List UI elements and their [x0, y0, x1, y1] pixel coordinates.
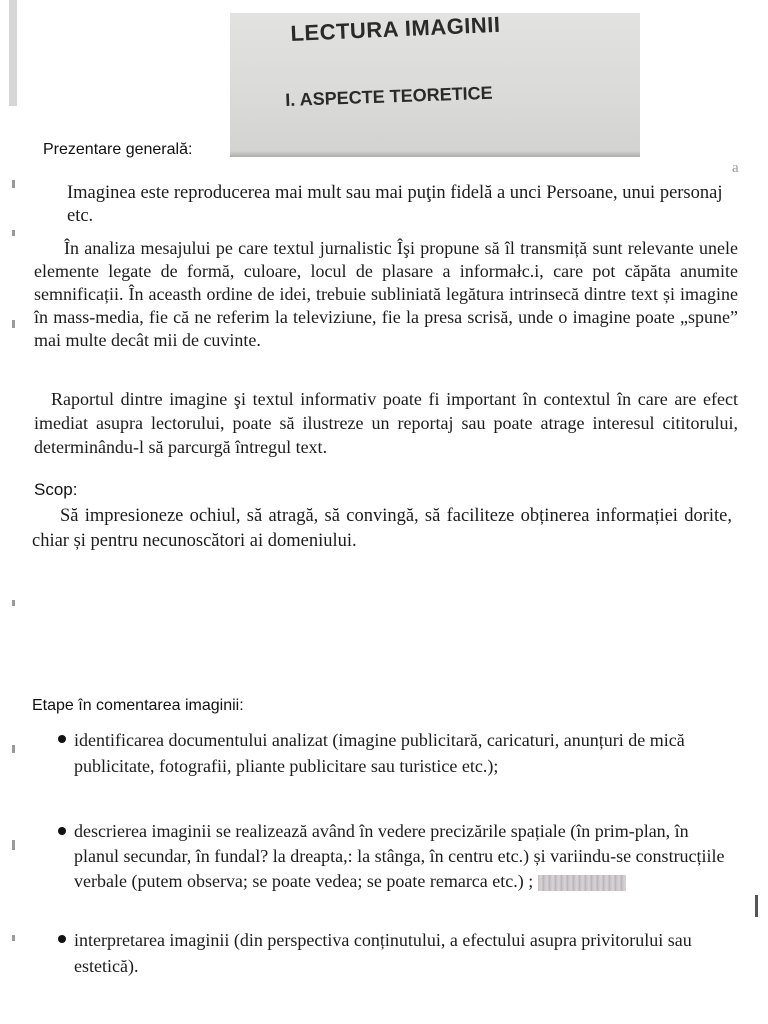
stages-heading: Etape în comentarea imaginii:	[32, 697, 244, 714]
stage-item-identification	[58, 727, 738, 779]
stage-item-interpretation	[58, 927, 738, 979]
overview-paragraph-relation: Raportul dintre imagine şi textul informativ poate fi important în contextul în care are efect imediat asupra lectorului, poate să ilustreze un reportaj sau poate atrage interesul cititorului, determinându-l să parcurgă întregul text.	[34, 389, 738, 457]
overview-paragraph-analysis: În analiza mesajului pe care textul jurnalistic Îşi propune să îl transmiță sunt relevante unele elemente legate de formă, culoare, locul de plasare a informałc.i, care pot căpăta anumite semnificații. În aceasth ordine de idei, trebuie subliniată legătura intrinsecă dintre text și imagine în mass-media, fie că ne referim la televiziune, fie la presa scrisă, unde o imagine poate „spune” mai multe decât mii de cuvinte.	[34, 238, 738, 350]
bullet-dot	[58, 827, 66, 835]
overview-paragraph-definition: Imaginea este reproducerea mai mult sau mai puţin fidelă a unci Persoane, unui personaj etc.	[67, 183, 723, 226]
bullet-dot	[58, 935, 66, 943]
chapter-title: LECTURA IMAGINII	[290, 11, 501, 46]
scanned-header-image	[230, 13, 640, 157]
scan-speck	[12, 840, 15, 850]
scan-margin-shadow	[9, 0, 17, 106]
scan-speck	[12, 745, 15, 753]
stage-item-text: identificarea documentului analizat (imagine publicitară, caricaturi, anunțuri de mică publicitate, fotografii, pliante publicitare sau turistice etc.);	[74, 730, 685, 776]
scope-heading: Scop:	[34, 480, 78, 499]
blurred-scan-patch	[538, 875, 626, 891]
stage-item-description-text: descrierea imaginii se realizează având în vedere precizările spațiale (în prim-plan, în planul secundar, în fundal? la dreapta,: la stânga, în centru etc.) și variindu-se construcțiile verbale (putem observa; se poate vedea; se poate remarca etc.) ;	[74, 821, 725, 891]
scan-edge-shadow	[230, 151, 640, 157]
scan-speck	[12, 320, 15, 328]
stage-item-text: interpretarea imaginii (din perspectiva conținutului, a efectului asupra privitorului sau estetică).	[74, 930, 692, 976]
stage-item-description	[58, 819, 738, 894]
overview-heading: Prezentare generală:	[43, 141, 193, 158]
scan-speck	[12, 230, 15, 236]
scope-paragraph: Să impresioneze ochiul, să atragă, să convingă, să faciliteze obținerea informației dorite, chiar și pentru necunoscători ai domeniului.	[32, 506, 732, 551]
scan-speck	[12, 180, 15, 188]
scan-speck	[12, 935, 15, 941]
chapter-subtitle: I. ASPECTE TEORETICE	[285, 82, 493, 110]
scan-edge-mark	[755, 895, 758, 917]
bullet-dot	[58, 735, 66, 743]
stage-item-text	[74, 819, 738, 894]
stray-letter: a	[732, 160, 739, 176]
scan-speck	[12, 600, 15, 606]
